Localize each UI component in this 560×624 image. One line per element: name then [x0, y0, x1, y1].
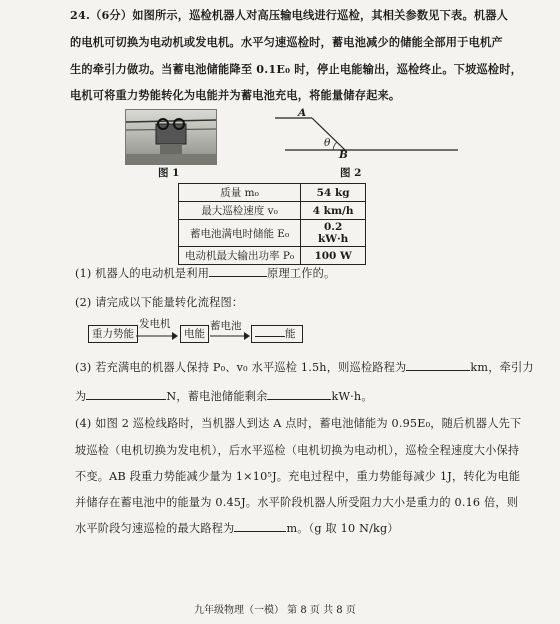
page-footer: 九年级物理（一模） 第 8 页 共 8 页 [194, 605, 356, 616]
flow-box-potential-energy: 重力势能 [88, 325, 138, 343]
flow-box-answer [251, 325, 303, 343]
param-value: 54 kg [301, 184, 366, 202]
sub3-line2-pre: 为 [75, 390, 87, 403]
question-line-3: 生的牵引力做功。当蓄电池储能降至 0.1E₀ 时，停止电能输出，巡检终止。下坡巡检时， [70, 62, 523, 76]
sub-question-1 [75, 265, 335, 281]
answer-blank-4[interactable] [86, 389, 166, 400]
sub-question-2: (2) 请完成以下能量转化流程图： [75, 296, 244, 309]
sub3-line1-pre: (3) 若充满电的机器人保持 P₀、v₀ 水平巡检 1.5h，则巡检路程为 [75, 361, 407, 374]
flow-box3-suffix: 能 [285, 328, 296, 340]
answer-blank-5[interactable] [267, 389, 331, 400]
angle-label: θ [324, 137, 331, 149]
sub-question-4-line-5 [75, 520, 399, 536]
figure-1-caption: 图 1 [158, 167, 180, 179]
param-value: 0.2 kW·h [301, 220, 366, 247]
flow-arrow-2-label: 蓄电池 [210, 320, 242, 332]
sub-question-4-line-2: 坡巡检（电机切换为发电机），后水平巡检（电机切换为电动机），巡检全程速度大小保持 [75, 444, 520, 457]
param-label: 最大巡检速度 v₀ [179, 202, 301, 220]
flow-arrow-2-icon [210, 332, 250, 340]
table-row [179, 184, 366, 202]
sub3-line1-post: km，牵引力 [470, 361, 534, 374]
table-row [179, 220, 366, 247]
sub4-last-pre: 水平阶段匀速巡检的最大路程为 [75, 522, 235, 535]
point-a-label: A [298, 107, 307, 119]
flow-box-electric-energy: 电能 [180, 325, 209, 343]
table-row [179, 202, 366, 220]
sub1-text-post: 原理工作的。 [267, 267, 336, 280]
sub-question-3-line-1 [75, 359, 534, 375]
sub-question-4-line-3: 不变。AB 段重力势能减少量为 1×10⁵J。充电过程中，重力势能每减少 1J，转化为电能 [75, 470, 521, 483]
table-row [179, 247, 366, 265]
answer-blank-1[interactable] [209, 266, 267, 277]
parameter-table [178, 183, 366, 265]
answer-blank-2[interactable] [255, 327, 285, 337]
sub3-line2-post: kW·h。 [331, 390, 373, 403]
sub4-last-post: m。（g 取 10 N/kg） [286, 522, 399, 535]
answer-blank-3[interactable] [406, 360, 470, 371]
flow-arrow-1-label: 发电机 [139, 318, 171, 330]
param-value: 100 W [301, 247, 366, 265]
point-b-label: B [339, 149, 348, 161]
param-label: 电动机最大输出功率 P₀ [179, 247, 301, 265]
param-label: 质量 m₀ [179, 184, 301, 202]
sub-question-4-line-1: (4) 如图 2 巡检线路时，当机器人到达 A 点时，蓄电池储能为 0.95E₀，随后机器人先下 [75, 417, 522, 430]
question-line-2: 的电机可切换为电动机或发电机。水平匀速巡检时，蓄电池减少的储能全部用于电机产 [70, 35, 503, 49]
sub3-line2-mid: N，蓄电池储能剩余 [166, 390, 268, 403]
question-line-1: 24.（6分）如图所示，巡检机器人对高压输电线进行巡检，其相关参数见下表。机器人 [70, 8, 508, 22]
figure-2-caption: 图 2 [340, 167, 362, 179]
sub-question-3-line-2 [75, 388, 373, 404]
param-label: 蓄电池满电时储能 E₀ [179, 220, 301, 247]
sub-question-4-line-4: 并储存在蓄电池中的能量为 0.45J。水平阶段机器人所受阻力大小是重力的 0.16 倍，则 [75, 496, 519, 509]
param-value: 4 km/h [301, 202, 366, 220]
sub1-text-pre: (1) 机器人的电动机是利用 [75, 267, 210, 280]
question-line-4: 电机可将重力势能转化为电能并为蓄电池充电，将能量储存起来。 [70, 88, 401, 102]
flow-arrow-1-icon [136, 332, 178, 340]
figure-1-photo [125, 109, 217, 165]
answer-blank-6[interactable] [234, 521, 286, 532]
